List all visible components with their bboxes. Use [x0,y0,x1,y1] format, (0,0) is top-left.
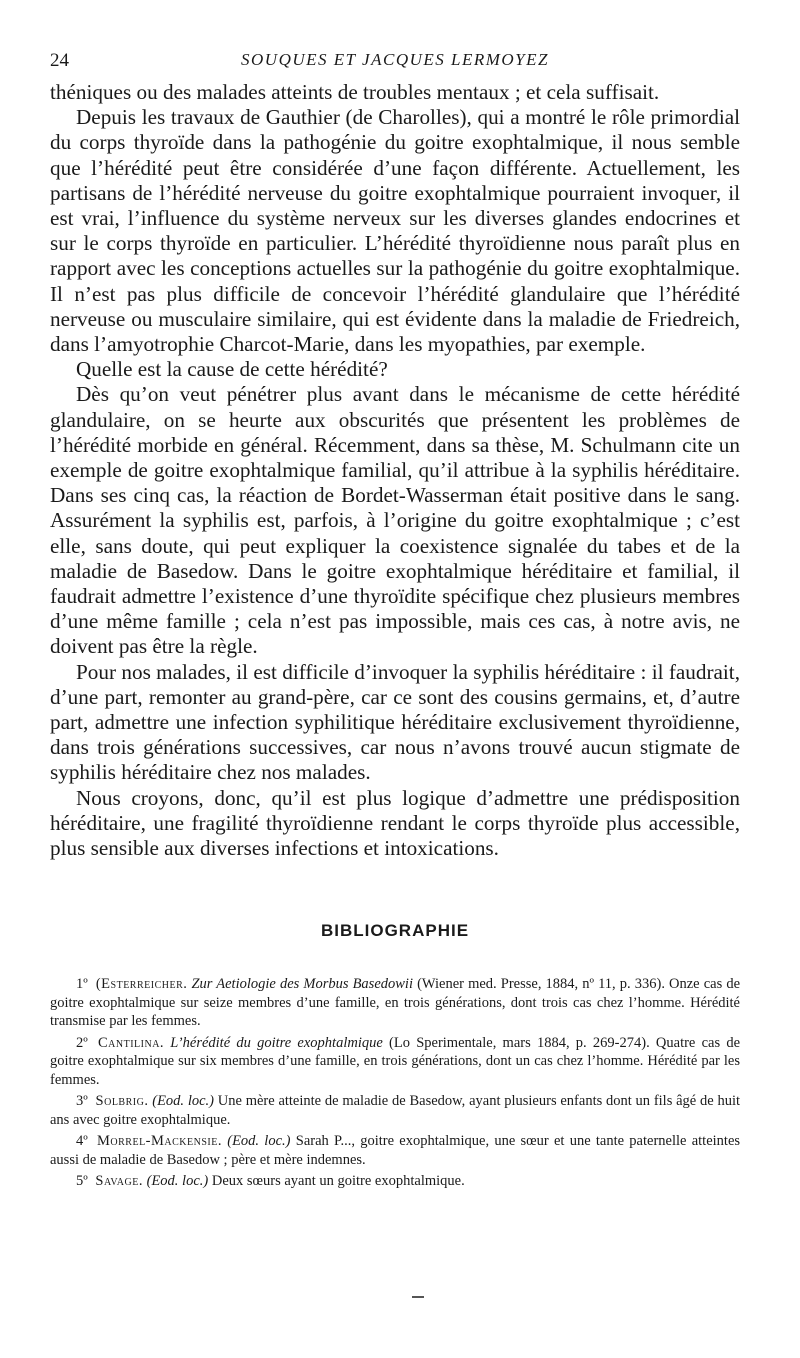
paragraph: Nous croyons, donc, qu’il est plus logique d’admettre une prédisposition héréditaire, une fragilité thyroïdienne rendant le corps thyroïde plus accessible, plus sensible aux diverses infections et intoxications. [50,785,740,861]
bibliography-heading: BIBLIOGRAPHIE [320,921,470,941]
running-head [50,44,740,80]
entry-author: Cantilina. [97,1034,165,1051]
entry-title: (Eod. loc.) [227,1133,291,1150]
paragraph: Quelle est la cause de cette hérédité? [76,357,388,382]
entry-text: Deux sœurs ayant un goitre exophtalmique. [211,1173,465,1190]
paragraph: Pour nos malades, il est difficile d’invoquer la syphilis héréditaire : il faudrait, d’une part, remonter au grand-père, car ce sont des cousins germains, et, d’autre part, admettre une infection syphilitique héréditaire exclusivement thyroïdienne, dans trois générations successives, car nous n’avons trouvé aucun stigmate de syphilis héréditaire chez nos malades. [50,659,740,785]
bibliography-entry [50,1132,740,1169]
entry-number: 5º [76,1173,88,1190]
bibliography-entry [50,1092,740,1129]
entry-author: Morrel-Mackensie. [97,1133,222,1150]
entry-number: 3º [76,1093,88,1110]
running-title: SOUQUES ET JACQUES LERMOYEZ [241,50,549,69]
bibliography-list [50,975,740,1191]
entry-title: L’hérédité du goitre exophtalmique [170,1034,383,1051]
entry-author: Savage. [95,1173,143,1190]
document-page [50,44,740,1334]
entry-author: Solbrig. [95,1093,149,1110]
entry-text: (Lo Sperimentale, mars 1884, p. 269-274). Quatre cas de goitre exophtalmique sur six membres d’une famille, en trois générations, dont un cas chez l’homme. Hérédité par les femmes. [50,1034,741,1088]
entry-number: 1º [76,976,88,993]
footer-mark [412,1296,424,1298]
entry-author: (Esterreicher. [95,976,188,993]
bibliography-entry [50,1172,740,1191]
entry-title: (Eod. loc.) [146,1173,209,1190]
paragraph: Dès qu’on veut pénétrer plus avant dans le mécanisme de cette hérédité glandulaire, on se heurte aux obscurités que présentent les problèmes de l’hérédité morbide en général. Récemment, dans sa thèse, M. Schulmann cite un exemple de goitre exophtalmique familial, qu’il attribue à la syphilis héréditaire. Dans ses cinq cas, la réaction de Bordet-Wasserman était positive dans le sang. Assurément la syphilis est, parfois, à l’origine du goitre exophtalmique ; c’est elle, sans doute, qui peut expliquer la coexistence signalée du tabes et de la maladie de Basedow. Dans le goitre exophtalmique héréditaire et familial, il faudrait admettre l’existence d’une thyroïdite spécifique chez plusieurs membres d’une même famille ; cela n’est pas impossible, mais ces cas, à notre avis, ne doivent pas être la règle. [50,382,740,659]
body-text [50,80,740,861]
entry-text: Une mère atteinte de maladie de Basedow, ayant plusieurs enfants dont un fils âgé de huit ans avec goitre exophtalmique. [50,1093,741,1128]
entry-number: 4º [76,1133,88,1150]
bibliography-entry [50,1034,740,1090]
paragraph: Depuis les travaux de Gauthier (de Charolles), qui a montré le rôle primordial du corps thyroïde dans la pathogénie du goitre exophtalmique, il nous semble que l’hérédité peut être considérée d’une façon différente. Actuellement, les partisans de l’hérédité nerveuse du goitre exophtalmique pourraient invoquer, il est vrai, l’influence du système nerveux sur les diverses glandes endocrines et sur le corps thyroïde en particulier. L’hérédité thyroïdienne nous paraît plus en rapport avec les conceptions actuelles sur la pathogénie du goitre exophtalmique. Il n’est pas plus difficile de concevoir l’hérédité glandulaire que l’hérédité nerveuse ou musculaire similaire, qui est évidente dans la maladie de Friedreich, dans l’amyotrophie Charcot-Marie, dans les myopathies, par exemple. [50,105,740,357]
bibliography-entry [50,975,740,1031]
entry-title: Zur Aetiologie des Morbus Basedowii [191,976,413,993]
entry-text: Sarah P..., goitre exophtalmique, une sœur et une tante paternelle atteintes aussi de maladie de Basedow ; père et mère indemnes. [50,1133,741,1168]
entry-text: (Wiener med. Presse, 1884, nº 11, p. 336). Onze cas de goitre exophtalmique sur seize membres d’une famille, en trois générations, dont trois cas chez l’homme. Hérédité transmise par les femmes. [50,976,741,1030]
entry-number: 2º [76,1034,88,1051]
entry-title: (Eod. loc.) [152,1093,214,1110]
paragraph: théniques ou des malades atteints de troubles mentaux ; et cela suffisait. [50,80,660,104]
page-number: 24 [50,50,69,71]
